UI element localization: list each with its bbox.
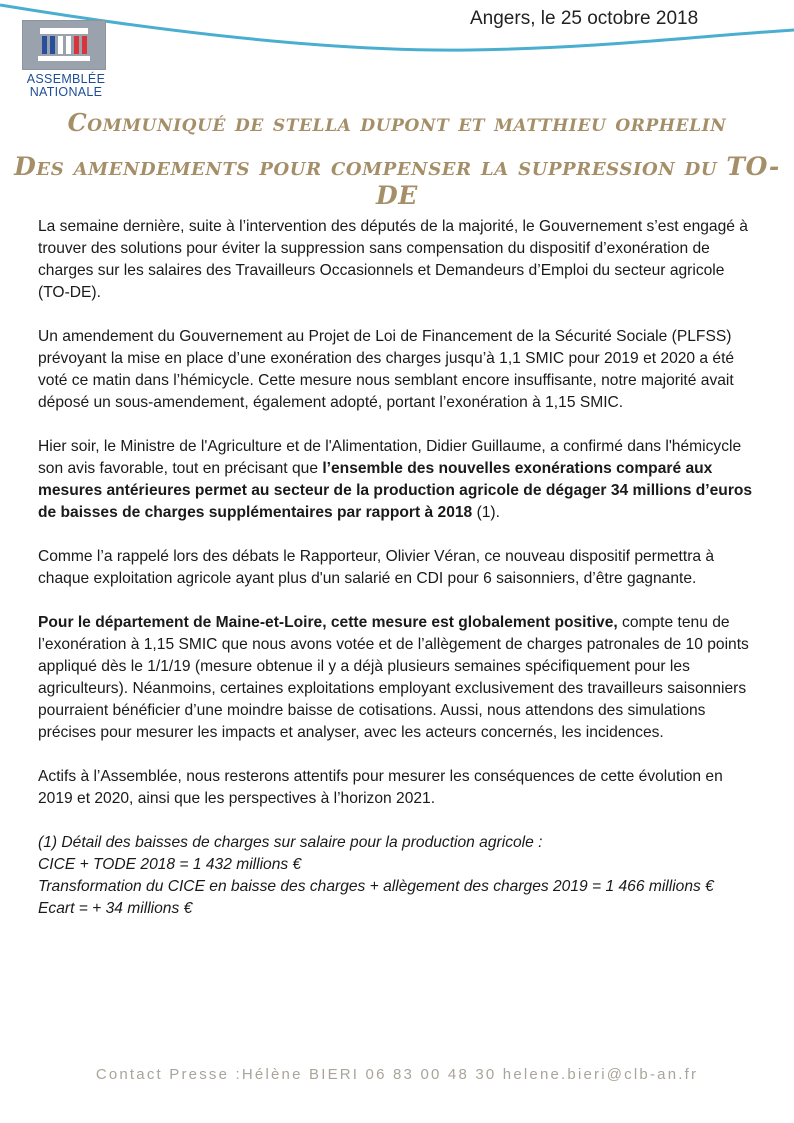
paragraph-1: La semaine dernière, suite à l’intervention des députés de la majorité, le Gouvernement s’est engagé à trouver des solutions pour éviter la suppression sans compensation du dispositif d’exonération de charges sur les salaires des Travailleurs Occasionnels et Demandeurs d’Emploi du secteur agricole (TO-DE). — [38, 218, 748, 301]
footnote — [38, 832, 758, 920]
paragraph-3-start: Hier soir, le Ministre de l'Agriculture et de l'Alimentation, Didier Guillaume, a confirmé dans l'hémicycle son avis favorable, tout en précisant que — [38, 438, 742, 477]
assemblee-nationale-logo-icon — [22, 20, 112, 99]
logo-line-1: ASSEMBLÉE — [26, 72, 106, 86]
communique-title: Communiqué de stella dupont et matthieu orphelin — [67, 108, 727, 137]
hemicycle-icon — [22, 20, 106, 70]
footnote-line-3: Transformation du CICE en baisse des charges + allègement des charges 2019 = 1 466 millions € — [38, 878, 714, 895]
communique-subtitle: Des amendements pour compenser la suppression du TO-DE — [14, 152, 780, 210]
paragraph-3-end: (1). — [472, 504, 500, 521]
paragraph-6: Actifs à l’Assemblée, nous resterons attentifs pour mesurer les conséquences de cette évolution en 2019 et 2020, ainsi que les perspectives à l’horizon 2021. — [38, 768, 723, 807]
paragraph-5-rest: compte tenu de l’exonération à 1,15 SMIC que nous avons votée et de l’allègement de charges patronales de 10 points appliqué dès le 1/1/19 (mesure obtenue il y a déjà plusieurs semaines spécifiquement pour les agriculteurs). Néanmoins, certaines exploitations employant exclusivement des travailleurs saisonniers pourraient bénéficier d’une moindre baisse de cotisations. Aussi, nous attendons des simulations précises pour mesurer les impacts et analyser, avec les acteurs concernés, les incidences. — [38, 614, 749, 741]
paragraph-5 — [38, 612, 758, 744]
footnote-line-2: CICE + TODE 2018 = 1 432 millions € — [38, 856, 302, 873]
paragraph-2: Un amendement du Gouvernement au Projet de Loi de Financement de la Sécurité Sociale (PLFSS) prévoyant la mise en place d’une exonération des charges jusqu’à 1,1 SMIC pour 2019 et 2020 a été voté ce matin dans l’hémicycle. Cette mesure nous semblant encore insuffisante, notre majorité avait déposé un sous-amendement, également adopté, portant l’exonération à 1,15 SMIC. — [38, 328, 735, 411]
paragraph-5-bold: Pour le département de Maine-et-Loire, cette mesure est globalement positive, — [38, 614, 618, 631]
communique-body — [38, 216, 758, 920]
paragraph-3-bold: l’ensemble des nouvelles exonérations comparé aux mesures antérieures permet au secteur de la production agricole de dégager 34 millions d’euros de baisses de charges supplémentaires par rapport à 2018 — [38, 460, 753, 521]
press-contact: Contact Presse :Hélène BIERI 06 83 00 48 30 helene.bieri@clb-an.fr — [95, 1066, 699, 1083]
paragraph-3 — [38, 436, 758, 524]
logo-emblem — [22, 20, 106, 70]
paragraph-4: Comme l’a rappelé lors des débats le Rapporteur, Olivier Véran, ce nouveau dispositif permettra à chaque exploitation agricole ayant plus d'un salarié en CDI pour 6 saisonniers, d’être gagnante. — [38, 548, 715, 587]
footnote-line-4: Ecart = + 34 millions € — [38, 900, 193, 917]
logo-text — [22, 73, 110, 99]
logo-line-2: NATIONALE — [29, 85, 103, 99]
date-line: Angers, le 25 octobre 2018 — [470, 8, 699, 29]
footnote-line-1: (1) Détail des baisses de charges sur salaire pour la production agricole : — [38, 834, 543, 851]
